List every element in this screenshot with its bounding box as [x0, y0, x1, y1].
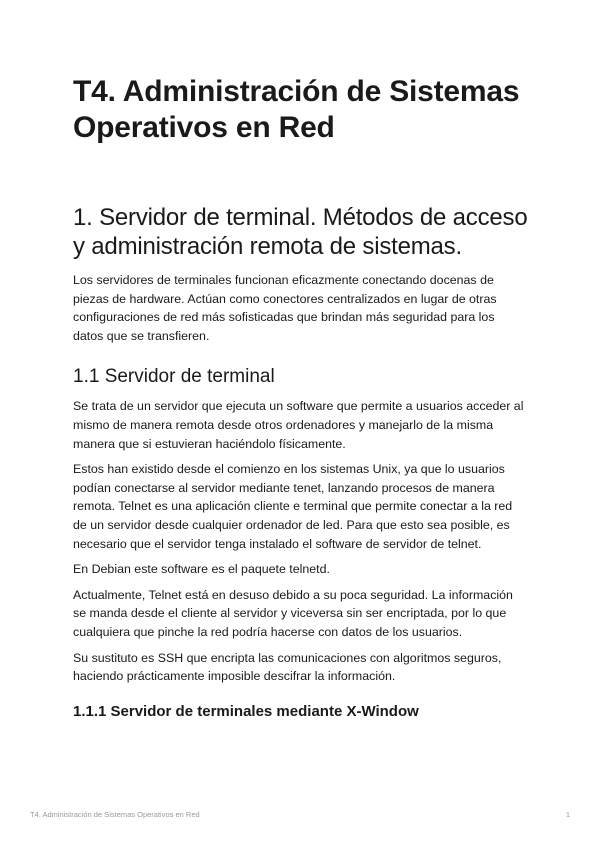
paragraph: Se trata de un servidor que ejecuta un software que permite a usuarios acceder al mismo de manera remota desde otros ordenadores y manejarlo de la misma manera que si estuvieran haciéndolo físicamente. — [73, 399, 524, 451]
section-1-intro: Los servidores de terminales funcionan eficazmente conectando docenas de piezas de hardware. Actúan como conectores centralizados en lugar de otras configuraciones de red más sofisticadas que brindan más seguridad para los datos que se transfieren. — [73, 273, 497, 343]
footer-title: T4. Administración de Sistemas Operativos en Red — [30, 810, 200, 819]
subsection-1-1-1-heading: 1.1.1 Servidor de terminales mediante X-Window — [73, 702, 419, 720]
paragraph: Su sustituto es SSH que encripta las comunicaciones con algoritmos seguros, haciendo prácticamente imposible descifrar la información. — [73, 650, 502, 684]
document-title: T4. Administración de Sistemas Operativos en Red — [73, 75, 520, 144]
paragraph: En Debian este software es el paquete telnetd. — [73, 562, 330, 577]
document-page — [73, 74, 528, 721]
page-number: 1 — [565, 810, 570, 819]
section-1-heading: 1. Servidor de terminal. Métodos de acceso y administración remota de sistemas. — [73, 204, 528, 260]
paragraph: Actualmente, Telnet está en desuso debido a su poca seguridad. La información se manda desde el cliente al servidor y viceversa sin ser encriptada, por lo que cualquiera que pinche la red podría hacerse con datos de los usuarios. — [73, 587, 513, 639]
subsection-1-1-heading: 1.1 Servidor de terminal — [73, 366, 275, 388]
page-footer — [30, 810, 570, 819]
paragraph: Estos han existido desde el comienzo en los sistemas Unix, ya que lo usuarios podían conectarse al servidor mediante tenet, lanzando procesos de manera remota. Telnet es una aplicación cliente e terminal que permite conectar a la red de un servidor desde cualquier ordenador de led. Para que esto sea posible, es necesario que el servidor tenga instalado el software de servidor de telnet. — [73, 462, 513, 551]
